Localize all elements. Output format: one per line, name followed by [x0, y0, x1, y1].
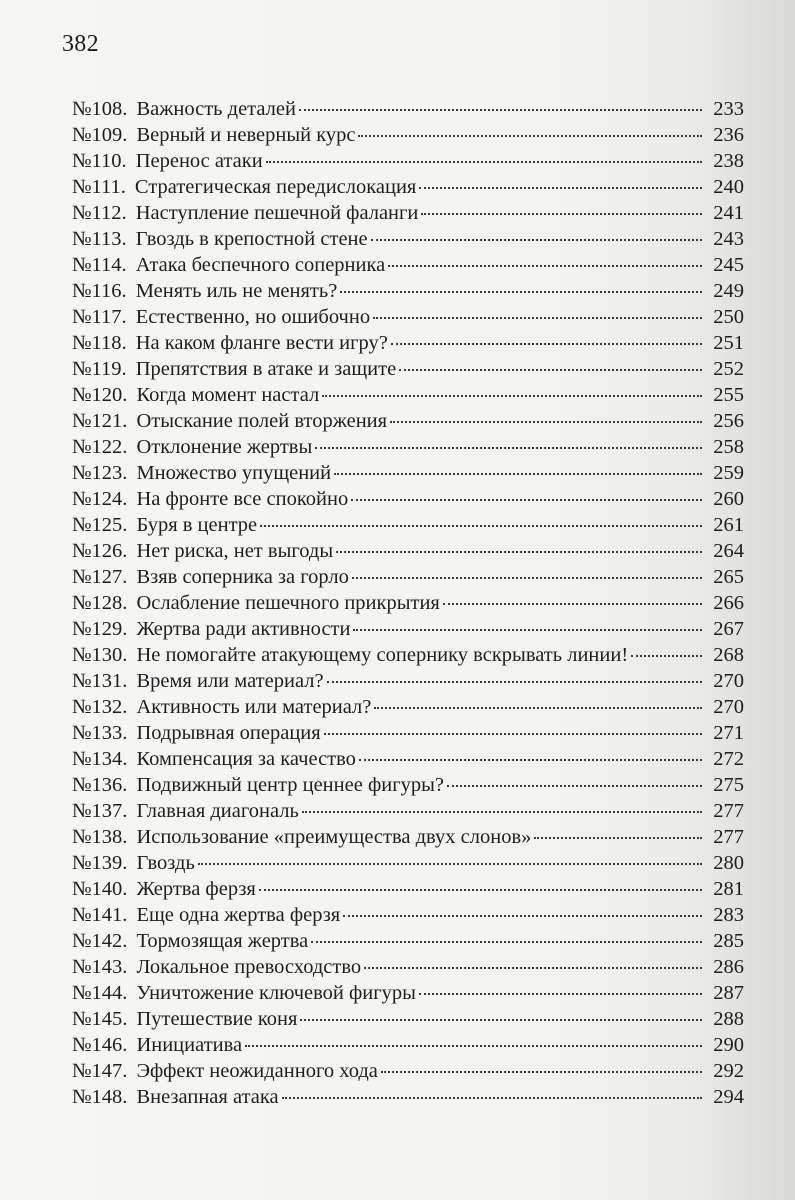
entry-title: Верный и неверный курс — [136, 124, 356, 146]
entry-title: Отклонение жертвы — [136, 436, 313, 458]
entry-page: 292 — [713, 1060, 744, 1082]
toc-entry — [72, 148, 744, 174]
entry-page: 266 — [713, 592, 744, 614]
toc-entry — [72, 720, 744, 746]
entry-page: 256 — [713, 410, 744, 432]
entry-title: Подвижный центр ценнее фигуры? — [136, 774, 444, 796]
entry-title: На фронте все спокойно — [136, 488, 349, 510]
entry-title: Нет риска, нет выгоды — [136, 540, 334, 562]
entry-title: Множество упущений — [136, 462, 332, 484]
entry-number: №117. — [72, 306, 127, 328]
toc-entry — [72, 96, 744, 122]
entry-title: Не помогайте атакующему сопернику вскрывать линии! — [136, 644, 629, 666]
entry-title: Компенсация за качество — [136, 748, 356, 770]
entry-page: 249 — [713, 280, 744, 302]
entry-title: Еще одна жертва ферзя — [136, 904, 341, 926]
entry-number: №146. — [72, 1034, 128, 1056]
entry-page: 272 — [713, 748, 744, 770]
entry-number: №120. — [72, 384, 128, 406]
entry-page: 271 — [713, 722, 744, 744]
entry-number: №136. — [72, 774, 128, 796]
toc-entry — [72, 434, 744, 460]
toc-entry — [72, 616, 744, 642]
entry-title: Ослабление пешечного прикрытия — [136, 592, 440, 614]
entry-page: 250 — [713, 306, 744, 328]
dot-leader — [327, 680, 702, 683]
dot-leader — [419, 992, 702, 995]
entry-number: №126. — [72, 540, 128, 562]
entry-number: №138. — [72, 826, 128, 848]
entry-number: №129. — [72, 618, 128, 640]
toc-entry — [72, 824, 744, 850]
toc-entry — [72, 330, 744, 356]
dot-leader — [302, 810, 702, 813]
entry-page: 280 — [713, 852, 744, 874]
dot-leader — [351, 498, 702, 501]
dot-leader — [353, 628, 702, 631]
entry-number: №141. — [72, 904, 128, 926]
entry-title: Локальное превосходство — [136, 956, 362, 978]
entry-number: №134. — [72, 748, 128, 770]
entry-title: Наступление пешечной фаланги — [135, 202, 419, 224]
entry-page: 259 — [713, 462, 744, 484]
entry-page: 294 — [713, 1086, 744, 1108]
entry-number: №132. — [72, 696, 128, 718]
toc-entry — [72, 928, 744, 954]
dot-leader — [443, 602, 702, 605]
entry-number: №140. — [72, 878, 128, 900]
entry-number: №122. — [72, 436, 128, 458]
entry-page: 287 — [713, 982, 744, 1004]
page-number: 382 — [62, 31, 99, 57]
entry-page: 261 — [713, 514, 744, 536]
entry-page: 268 — [713, 644, 744, 666]
entry-number: №142. — [72, 930, 128, 952]
entry-title: Главная диагональ — [136, 800, 299, 822]
dot-leader — [359, 758, 702, 761]
entry-page: 252 — [713, 358, 744, 380]
entry-number: №143. — [72, 956, 128, 978]
entry-page: 283 — [713, 904, 744, 926]
entry-page: 238 — [713, 150, 744, 172]
toc-entry — [72, 772, 744, 798]
toc-entry — [72, 746, 744, 772]
dot-leader — [447, 784, 702, 787]
entry-number: №127. — [72, 566, 128, 588]
toc-entry — [72, 226, 744, 252]
entry-title: Жертва ради активности — [136, 618, 351, 640]
entry-page: 241 — [713, 202, 744, 224]
dot-leader — [399, 368, 702, 371]
dot-leader — [340, 290, 702, 293]
dot-leader — [198, 862, 702, 865]
entry-page: 236 — [713, 124, 744, 146]
entry-title: Внезапная атака — [136, 1086, 279, 1108]
entry-number: №121. — [72, 410, 128, 432]
dot-leader — [324, 732, 702, 735]
dot-leader — [352, 576, 702, 579]
toc-entry — [72, 980, 744, 1006]
entry-title: Гвоздь в крепостной стене — [135, 228, 368, 250]
dot-leader — [364, 966, 702, 969]
entry-page: 264 — [713, 540, 744, 562]
toc-entry — [72, 460, 744, 486]
toc-entry — [72, 850, 744, 876]
entry-number: №145. — [72, 1008, 128, 1030]
dot-leader — [266, 160, 702, 163]
entry-title: Перенос атаки — [135, 150, 263, 172]
entry-page: 258 — [713, 436, 744, 458]
toc-entry — [72, 356, 744, 382]
entry-title: Когда момент настал — [136, 384, 320, 406]
dot-leader — [315, 446, 702, 449]
entry-page: 251 — [713, 332, 744, 354]
entry-page: 270 — [713, 670, 744, 692]
entry-title: Атака беспечного соперника — [135, 254, 386, 276]
entry-number: №137. — [72, 800, 128, 822]
dot-leader — [390, 420, 702, 423]
entry-title: Путешествие коня — [136, 1008, 298, 1030]
toc-entry — [72, 564, 744, 590]
toc-entry — [72, 200, 744, 226]
dot-leader — [343, 914, 702, 917]
dot-leader — [371, 238, 702, 241]
entry-page: 281 — [713, 878, 744, 900]
dot-leader — [282, 1096, 702, 1099]
entry-title: Естественно, но ошибочно — [135, 306, 371, 328]
entry-page: 255 — [713, 384, 744, 406]
entry-number: №113. — [72, 228, 127, 250]
dot-leader — [373, 316, 702, 319]
entry-number: №130. — [72, 644, 128, 666]
entry-title: Препятствия в атаке и защите — [135, 358, 397, 380]
dot-leader — [260, 524, 702, 527]
entry-page: 243 — [713, 228, 744, 250]
entry-title: Буря в центре — [136, 514, 258, 536]
toc-entry — [72, 122, 744, 148]
entry-page: 285 — [713, 930, 744, 952]
dot-leader — [388, 264, 702, 267]
dot-leader — [300, 1018, 702, 1021]
entry-title: Подрывная операция — [136, 722, 321, 744]
entry-number: №148. — [72, 1086, 128, 1108]
toc-entry — [72, 954, 744, 980]
toc-entry — [72, 512, 744, 538]
dot-leader — [299, 108, 702, 111]
entry-number: №118. — [72, 332, 127, 354]
entry-number: №111. — [72, 176, 126, 198]
toc-entry — [72, 876, 744, 902]
entry-number: №109. — [72, 124, 128, 146]
entry-title: Время или материал? — [136, 670, 324, 692]
entry-number: №119. — [72, 358, 127, 380]
entry-page: 290 — [713, 1034, 744, 1056]
dot-leader — [245, 1044, 702, 1047]
dot-leader — [374, 706, 702, 709]
entry-number: №124. — [72, 488, 128, 510]
toc-entry — [72, 1032, 744, 1058]
entry-number: №133. — [72, 722, 128, 744]
toc-entry — [72, 538, 744, 564]
toc-entry — [72, 382, 744, 408]
dot-leader — [421, 212, 702, 215]
dot-leader — [311, 940, 702, 943]
entry-title: Отыскание полей вторжения — [136, 410, 388, 432]
toc-entry — [72, 1058, 744, 1084]
toc-entry — [72, 798, 744, 824]
dot-leader — [631, 654, 702, 657]
entry-title: Жертва ферзя — [136, 878, 256, 900]
toc-entry — [72, 174, 744, 200]
toc-entry — [72, 694, 744, 720]
entry-title: Тормозящая жертва — [136, 930, 309, 952]
entry-number: №108. — [72, 98, 128, 120]
entry-page: 288 — [713, 1008, 744, 1030]
toc-entry — [72, 304, 744, 330]
dot-leader — [336, 550, 702, 553]
entry-page: 240 — [713, 176, 744, 198]
entry-page: 286 — [713, 956, 744, 978]
entry-number: №144. — [72, 982, 128, 1004]
dot-leader — [419, 186, 702, 189]
entry-page: 245 — [713, 254, 744, 276]
toc-entry — [72, 642, 744, 668]
entry-page: 277 — [713, 800, 744, 822]
toc-entry — [72, 1006, 744, 1032]
entry-number: №128. — [72, 592, 128, 614]
entry-page: 277 — [713, 826, 744, 848]
entry-title: Гвоздь — [136, 852, 195, 874]
toc-entry — [72, 278, 744, 304]
entry-number: №116. — [72, 280, 127, 302]
table-of-contents — [72, 96, 744, 1110]
entry-page: 270 — [713, 696, 744, 718]
toc-entry — [72, 486, 744, 512]
toc-entry — [72, 668, 744, 694]
entry-page: 275 — [713, 774, 744, 796]
entry-number: №147. — [72, 1060, 128, 1082]
toc-entry — [72, 1084, 744, 1110]
entry-number: №131. — [72, 670, 128, 692]
entry-title: Менять иль не менять? — [135, 280, 338, 302]
entry-title: Важность деталей — [136, 98, 296, 120]
dot-leader — [534, 836, 702, 839]
toc-entry — [72, 408, 744, 434]
entry-title: Активность или материал? — [136, 696, 372, 718]
entry-title: Эффект неожиданного хода — [136, 1060, 378, 1082]
dot-leader — [381, 1070, 702, 1073]
dot-leader — [358, 134, 702, 137]
entry-page: 267 — [713, 618, 744, 640]
entry-number: №123. — [72, 462, 128, 484]
entry-number: №112. — [72, 202, 127, 224]
entry-page: 233 — [713, 98, 744, 120]
dot-leader — [391, 342, 702, 345]
entry-title: Уничтожение ключевой фигуры — [136, 982, 416, 1004]
entry-title: Взяв соперника за горло — [136, 566, 349, 588]
entry-page: 265 — [713, 566, 744, 588]
entry-title: Инициатива — [136, 1034, 243, 1056]
dot-leader — [322, 394, 702, 397]
entry-number: №114. — [72, 254, 127, 276]
entry-title: На каком фланге вести игру? — [135, 332, 388, 354]
entry-number: №110. — [72, 150, 127, 172]
dot-leader — [334, 472, 702, 475]
entry-title: Стратегическая передислокация — [134, 176, 417, 198]
entry-title: Использование «преимущества двух слонов» — [136, 826, 532, 848]
entry-number: №139. — [72, 852, 128, 874]
toc-entry — [72, 252, 744, 278]
dot-leader — [259, 888, 702, 891]
entry-page: 260 — [713, 488, 744, 510]
toc-entry — [72, 902, 744, 928]
toc-entry — [72, 590, 744, 616]
entry-number: №125. — [72, 514, 128, 536]
